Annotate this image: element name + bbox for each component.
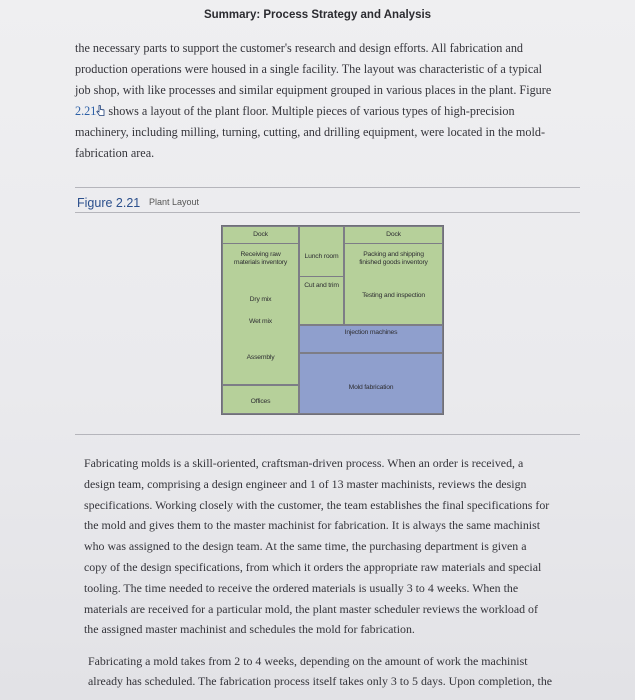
figure-caption: Figure 2.21 (77, 196, 141, 210)
pointer-cursor-icon (96, 102, 105, 113)
figure-caption-divider (75, 212, 580, 213)
assembly-label: Assembly (246, 354, 275, 361)
body-paragraph (88, 651, 588, 691)
zone-divider (222, 243, 299, 244)
dock-right-label: Dock (386, 231, 401, 238)
body-line: who was assigned to the design team. At the same time, the purchasing department is given a (84, 539, 527, 554)
dry-mix-label: Dry mix (249, 296, 272, 303)
figure-subtitle: Plant Layout (149, 197, 200, 207)
body-line: specifications. Working closely with the customer, the team establishes the final specifications for (84, 497, 550, 512)
dock-left-label: Dock (253, 231, 268, 238)
plant-layout-diagram (221, 225, 444, 415)
figure-top-divider (75, 187, 580, 188)
body-line: Fabricating a mold takes from 2 to 4 weeks, depending on the amount of work the machinist (88, 654, 528, 668)
body-line: the assigned master machinist and schedules the mold for fabrication. (84, 622, 415, 637)
intro-paragraph (75, 38, 595, 164)
zone-divider (299, 276, 344, 277)
body-line: design team, comprising a design engineer and 1 of 13 master machinists, reviews the design (84, 476, 527, 491)
offices-label: Offices (250, 398, 271, 405)
intro-line (75, 101, 595, 122)
receiving-label: Receiving raw materials inventory (233, 251, 288, 266)
body-line: already has scheduled. The fabrication process itself takes only 3 to 5 days. Upon completion, the (88, 674, 553, 688)
intro-line: job shop, with like processes and similar equipment grouped in various places in the plant. Figure (75, 83, 552, 97)
intro-line: production operations were housed in a single facility. The layout was characteristic of a typical (75, 62, 543, 76)
right-section (344, 226, 443, 325)
cut-trim-label: Cut and trim (304, 282, 339, 289)
zone-divider (344, 243, 443, 244)
figure-bottom-divider (75, 434, 580, 435)
intro-line-rest: shows a layout of the plant floor. Multiple pieces of various types of high-precision (105, 104, 515, 118)
body-line: copy of the design specifications, from which it orders the appropriate raw materials and special (84, 559, 542, 574)
packing-label: Packing and shipping finished goods inventory (359, 251, 428, 266)
testing-label: Testing and inspection (362, 292, 425, 299)
body-line: Fabricating molds is a skill-oriented, craftsman-driven process. When an order is received, a (84, 456, 524, 470)
intro-line: the necessary parts to support the customer's research and design efforts. All fabrication and (75, 41, 524, 55)
figure-reference-link[interactable]: 2.21 (75, 104, 97, 118)
intro-line: fabrication area. (75, 146, 155, 160)
body-line: the mold and gives them to the master machinist for fabrication. It is always the same machinist (84, 518, 541, 533)
body-line: materials are received for a particular mold, the plant master scheduler reviews the workload of (84, 601, 538, 616)
wet-mix-label: Wet mix (248, 318, 273, 325)
page-header: Summary: Process Strategy and Analysis (203, 9, 432, 21)
intro-line: machinery, including milling, turning, cutting, and drilling equipment, were located in the mold- (75, 125, 546, 139)
body-line: tooling. The time needed to receive the ordered materials is usually 3 to 4 weeks. When the (84, 580, 519, 595)
body-paragraph (84, 453, 589, 640)
injection-label: Injection machines (344, 329, 398, 336)
lunch-room-label: Lunch room (304, 253, 339, 260)
mold-fabrication-label: Mold fabrication (348, 384, 394, 391)
